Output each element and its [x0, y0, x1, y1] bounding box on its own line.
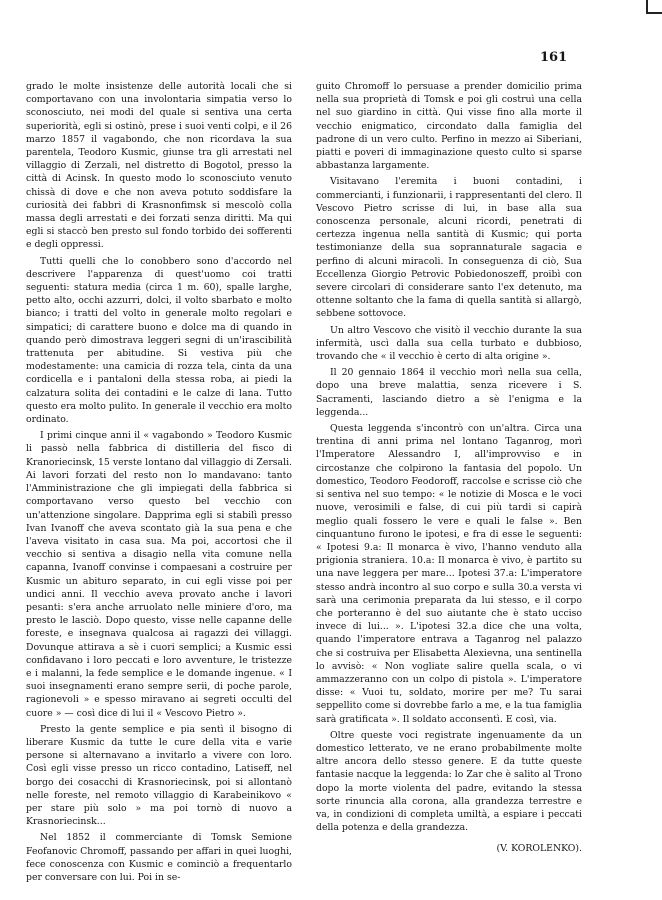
page-number: 161 — [540, 50, 568, 65]
paragraph: Tutti quelli che lo conobbero sono d'accordo nel descrivere l'apparenza di quest'uomo coi tratti seguenti: statura media (circa 1 m. 60), spalle larghe, petto alto, occhi azzurri, dolci, il volto sbarbato e molto bianco; i tratti del volto in generale molto regolari e simpatici; di carattere buono e dolce ma di quando in quando però dimostrava leggeri segni di un'irascibilità trattenuta per abitudine. Si vestiva più che modestamente: una camicia di rozza tela, cinta da una cordicella e i pantaloni della stessa roba, ai piedi la calzatura solita dei contadini e le calze di lana. Tutto questo era molto pulito. In generale il vecchio era molto ordinato. — [26, 255, 292, 426]
paragraph: guito Chromoff lo persuase a prender domicilio prima nella sua proprietà di Tomsk e poi gli costruì una cella nel suo giardino in città. Qui visse fino alla morte il vecchio enigmatico, circondato dalla famiglia del padrone di un vero culto. Perfino in mezzo ai Siberiani, piatti e poveri di immaginazione questo culto si sparse abbastanza largamente. — [316, 81, 582, 172]
paragraph: Oltre queste voci registrate ingenuamente da un domestico letterato, ve ne erano probabilmente molte altre ancora dello stesso genere. E da tutte queste fantasie nacque la leggenda: lo Zar che è salito al Trono dopo la morte violenta del padre, evitando la stessa sorte rinuncia alla corona, alla grandezza terrestre e va, in condizioni di completa umiltà, a espiare i peccati della potenza e della grandezza. — [316, 729, 582, 834]
right-column — [316, 80, 582, 856]
paragraph: Il 20 gennaio 1864 il vecchio morì nella sua cella, dopo una breve malattia, senza ricevere i S. Sacramenti, lasciando dietro a sè l'enigma e la leggenda... — [316, 367, 582, 418]
paragraph: Un altro Vescovo che visitò il vecchio durante la sua infermità, uscì dalla sua cella turbato e dubbioso, trovando che « il vecchio è certo di alta origine ». — [316, 324, 582, 363]
paragraph: Questa leggenda s'incontrò con un'altra. Circa una trentina di anni prima nel lontano Taganrog, morì l'Imperatore Alessandro I, all'improvviso e in circostanze che colpirono la fantasia del popolo. Un domestico, Teodoro Feodoroff, raccolse e scrisse ciò che si sentiva nel suo tempo: « le notizie di Mosca e le voci nuove, verosimili e false, di cui più tardi si capirà meglio quali fossero le vere e quali le false ». Ben cinquantuno furono le ipotesi, e fra di esse le seguenti: « Ipotesi 9.a: Il monarca è vivo, l'hanno venduto alla prigionia straniera. 10.a: Il monarca è vivo, è partito su una nave leggera per mare... Ipotesi 37.a: L'imperatore stesso andrà incontro al suo corpo e sulla 30.a versta vi sarà una cerimonia preparata da lui stesso, e il corpo che porteranno è del suo aiutante che è stato ucciso invece di lui... ». L'ipotesi 32.a dice che una volta, quando l'imperatore entrava a Taganrog nel palazzo che si costruiva per Elisabetta Alexievna, una sentinella lo avvisò: « Non vogliate salire quella scala, o vi ammazzeranno con un colpo di pistola ». L'imperatore disse: « Vuoi tu, soldato, morire per me? Tu sarai seppellito come si dovrebbe farlo a me, e la tua famiglia sarà gratificata ». Il soldato acconsentì. E così, via. — [316, 423, 582, 725]
paragraph: Presto la gente semplice e pia sentì il bisogno di liberare Kusmic da tutte le cure della vita e varie persone si alternavano a invitarlo a vivere con loro. Così egli visse presso un ricco contadino, Latiseff, nel borgo dei cosacchi di Krasnoriecinsk, poi si allontanò nelle foreste, nel remoto villaggio di Karabeinikovo « per stare più solo » ma poi tornò di nuovo a Krasnoriecinsk... — [26, 723, 292, 828]
left-column — [26, 80, 292, 887]
author-signature: (V. KOROLENKO). — [496, 843, 582, 855]
page-corner-mark — [646, 0, 662, 14]
paragraph: Nel 1852 il commerciante di Tomsk Semione Feofanovic Chromoff, passando per affari in quei luoghi, fece conoscenza con Kusmic e cominciò a frequentarlo per conversare con lui. Poi in se- — [26, 832, 292, 883]
paragraph: Visitavano l'eremita i buoni contadini, i commercianti, i funzionarii, i rappresentanti del clero. Il Vescovo Pietro scrisse di lui, in base alla sua conoscenza personale, alcuni ricordi, penetrati di certezza ingenua nella santità di Kusmic; qui porta testimonianze della sua soprannaturale sagacia e perfino di alcuni miracoli. In conseguenza di ciò, Sua Eccellenza Giorgio Petrovic Pobiedonoszeff, proibì con severe circolari di considerare santo l'ex detenuto, ma ottenne soltanto che la fama di quella santità si allargò, sebbene sottovoce. — [316, 176, 582, 320]
paragraph: grado le molte insistenze delle autorità locali che si comportavano con una involontaria simpatia verso lo sconosciuto, nei modi del quale si sentiva una certa superiorità, egli si ostinò, prese i suoi venti colpi, e il 26 marzo 1857 il vagabondo, che non ricordava la sua parentela, Teodoro Kusmic, giunse tra gli arrestati nel villaggio di Zerzali, nel distretto di Bogotol, presso la città di Acinsk. In questo modo lo sconosciuto venuto chissà di dove e che non aveva potuto soddisfare la curiosità dei fabbri di Krasnonfimsk si mescolò colla massa degli arrestati e dei forzati senza diritti. Ma qui egli si staccò ben presto sul fondo torbido dei sofferenti e degli oppressi. — [26, 81, 292, 251]
paragraph: I primi cinque anni il « vagabondo » Teodoro Kusmic li passò nella fabbrica di distilleria del fisco di Kranoriecinsk, 15 verste lontano dal villaggio di Zersali. Ai lavori forzati del resto non lo mandavano: tanto l'Amministrazione che gli impiegati della fabbrica si comportavano verso questo bel vecchio con un'attenzione singolare. Dapprima egli si stabilì presso Ivan Ivanoff che aveva scontato già la sua pena e che l'aveva visitato in casa sua. Ma poi, accortosi che il vecchio si sentiva a disagio nella vita comune nella capanna, Ivanoff convinse i compaesani a costruire per Kusmic un abituro separato, in cui egli visse poi per undici anni. Il vecchio aveva provato anche i lavori pesanti: s'era anche arruolato nelle miniere d'oro, ma presto le lasciò. Dopo questo, visse nelle capanne delle foreste, e insegnava qualcosa ai ragazzi dei villaggi. Dovunque attirava a sè i cuori semplici; a Kusmic essi confidavano i loro peccati e loro avventure, le tristezze e i malanni, la fede semplice e le domande ingenue. « I suoi insegnamenti erano sempre serii, di poche parole, ragionevoli » e spesso miravano ai segreti occulti del cuore » — così dice di lui il « Vescovo Pietro ». — [26, 430, 292, 719]
